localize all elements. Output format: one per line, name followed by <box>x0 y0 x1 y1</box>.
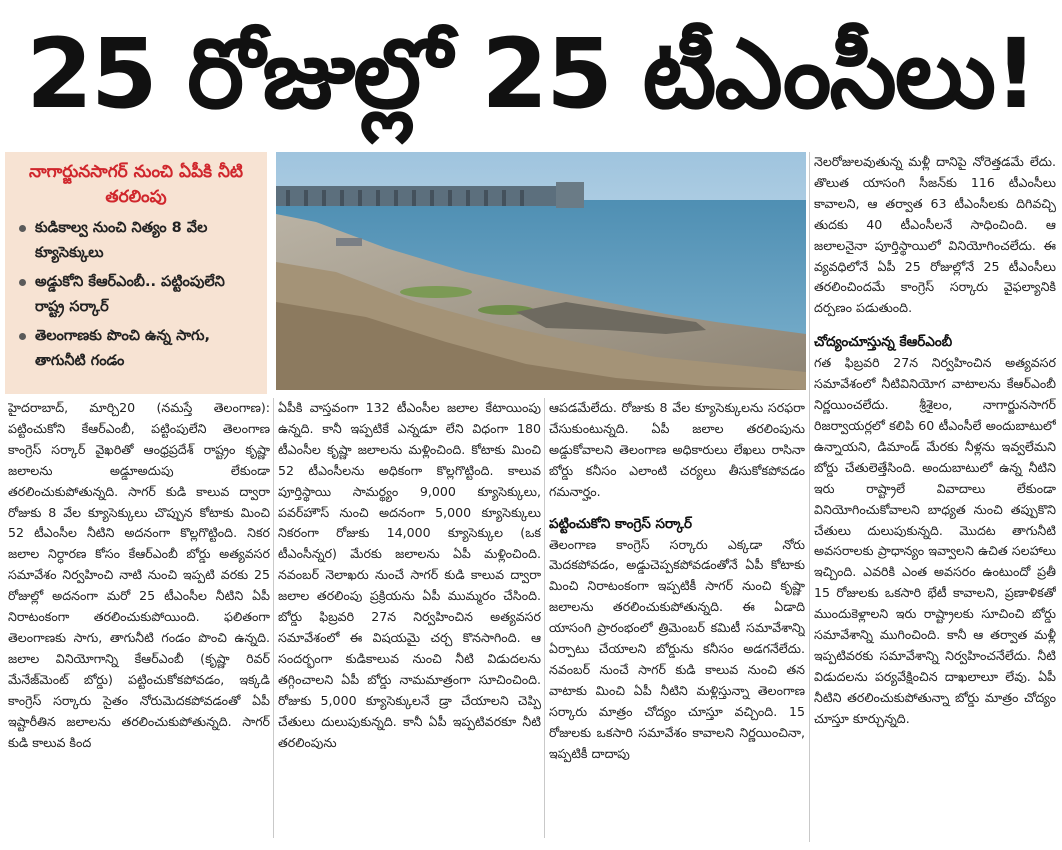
highlight-list <box>17 216 255 374</box>
bullet-icon <box>19 333 26 340</box>
article-column-4 <box>814 152 1056 842</box>
dam-reservoir-photo <box>276 152 806 390</box>
subheading: చోద్యంచూస్తున్న కేఆర్‌ఎంబీ <box>814 334 953 351</box>
article-column-1 <box>8 398 270 838</box>
highlight-item: అడ్డుకోని కేఆర్‌ఎంబీ.. పట్టింపులేని రాష్ట్ర సర్కార్ <box>17 270 255 320</box>
paragraph: తెలంగాణ కాంగ్రెస్ సర్కారు ఎక్కడా నోరు మెదకపోవడం, అడ్డుచెప్పకపోవడంతోనే ఏపీ కోటాకు మించి నిరాటంకంగా ఇప్పటికీ సాగర్ నుంచి కృష్ణా జలాలను తరలించుకుపోతున్నది. ఈ ఏడాది యాసంగి ప్రారంభంలో త్రిమెంబర్ కమిటీ సమావేశాన్ని ఏర్పాటు చేయాలని బోర్డును కనీసం అడగనేలేదు. నవంబర్ నుంచే సాగర్ కుడి కాలువ నుంచి తన వాటాకు మించి ఏపీ నీటిని మళ్లిస్తున్నా తెలంగాణ సర్కారు మాత్రం చోద్యం చూస్తూ వచ్చింది. 15 రోజులకు ఒకసారి సమావేశం కావాలని నిర్ణయించినా, ఇప్పటికీ దాదాపు <box>549 536 805 761</box>
paragraph: గత ఫిబ్రవరి 27న నిర్వహించిన అత్యవసర సమావేశంలో నీటివినియోగ వాటాలను కేఆర్‌ఎంబీ నిర్ణయించలేదు. శ్రీశైలం, నాగార్జునసాగర్ రిజర్వాయర్లలో కలిపి 60 టీఎంసీలే అందుబాటులో ఉన్నాయని, డిమాండ్ మేరకు నీళ్లను ఇవ్వలేమని బోర్డు చేతులెత్తేసింది. అందుబాటులో ఉన్న నీటిని ఇరు రాష్ట్రాలే వివాదాలు లేకుండా వినియోగించుకోవాలని బాధ్యత నుంచి తప్పుకొని చేతులు దులుపుకున్నది. మొదట తాగునీటి అవసరాలకు ప్రాధాన్యం ఇవ్వాలని ఉచిత సలహాలు ఇచ్చింది. ఎవరికి ఎంత అవసరం ఉంటుందో ప్రతీ 15 రోజులకు ఒకసారి భేటీ కావాలని, ప్రణాళికతో ముందుకెళ్లాలని ఇరు రాష్ట్రాలకు సూచించి బోర్డు సమావేశాన్ని ముగించింది. కానీ ఆ తర్వాత మళ్లీ ఇప్పటివరకు సమావేశాన్ని నిర్వహించనేలేదు. నీటి విడుదలను పర్యవేక్షించిన దాఖలాలూ లేవు. ఏపీ నీటిని తరలించుకుపోతున్నా బోర్డు మాత్రం చోద్యం చూస్తూ కూర్చున్నది. <box>814 355 1056 726</box>
article-column-3 <box>549 398 805 838</box>
highlight-title: నాగార్జునసాగర్ నుంచి ఏపీకి నీటి తరలింపు <box>28 162 244 207</box>
highlight-item: తెలంగాణకు పొంచి ఉన్న సాగు, తాగునీటి గండం <box>17 324 255 374</box>
headline: 25 రోజుల్లో 25 టీఎంసీలు! <box>26 18 1036 130</box>
article-column-2 <box>278 398 541 838</box>
column-divider <box>809 152 810 842</box>
bullet-icon <box>19 279 26 286</box>
paragraph: నెలరోజులవుతున్న మళ్లీ దానిపై నోరెత్తడమే లేదు. తొలుత యాసంగి సీజన్‌కు 116 టీఎంసీలు కావాలని, ఆ తర్వాత 63 టీఎంసీలకు దిగివచ్చి తుదకు 40 టీఎంసీలనే సాధించింది. ఆ జలాలనైనా పూర్తిస్థాయిలో వినియోగించలేదు. ఈ వ్యవధిలోనే ఏపీ 25 రోజుల్లోనే 25 టీఎంసీలు తరలించిందమే కాంగ్రెస్ సర్కారు వైఫల్యానికి దర్పణం పడుతుంది. <box>814 154 1056 316</box>
bullet-icon <box>19 225 26 232</box>
paragraph: ఏపీకి వాస్తవంగా 132 టీఎంసీల జలాల కేటాయింపు ఉన్నది. కానీ ఇప్పటికే ఎన్నడూ లేని విధంగా 180 టీఎంసీల కృష్ణా జలాలను మళ్లించింది. కోటాకు మించి 52 టీఎంసీలను అధికంగా కొల్లగొట్టింది. కాలువ పూర్తిస్థాయి సామర్థ్యం 9,000 క్యూసెక్కులు, పవర్‌హౌస్ నుంచి అదనంగా 5,000 క్యూసెక్కులు నికరంగా రోజుకు 14,000 క్యూసెక్కుల (ఒక టీఎంసీన్నర) మేరకు జలాలను ఏపీ మళ్లించింది. నవంబర్ నెలాఖరు నుంచే సాగర్ కుడి కాలువ ద్వారా జలాల తరలింపు ప్రక్రియను ఏపీ ముమ్మరం చేసింది. బోర్డు ఫిబ్రవరి 27న నిర్వహించిన అత్యవసర సమావేశంలో ఈ విషయమై చర్చ కొనసాగింది. ఆ సందర్భంగా కుడికాలువ నుంచి నీటి విడుదలను తగ్గించాలని ఏపీ బోర్డు నామమాత్రంగా సూచించింది. రోజుకు 5,000 క్యూసెక్కులనే డ్రా చేయాలని చెప్పి చేతులు దులుపుకున్నది. కానీ ఏపీ ఇప్పటివరకూ నీటి తరలింపును <box>278 400 541 750</box>
paragraph: ఆపడమేలేదు. రోజుకు 8 వేల క్యూసెక్కులను సరఫరా చేసుకుంటున్నది. ఏపీ జలాల తరలింపును అడ్డుకోవాలని తెలంగాణ అధికారులు లేఖలు రాసినా బోర్డు కనీసం ఎలాంటి చర్యలు తీసుకోకపోవడం గమనార్హం. <box>549 400 805 499</box>
highlight-item: కుడికాల్వ నుంచి నిత్యం 8 వేల క్యూసెక్కులు <box>17 216 255 266</box>
column-divider <box>544 398 545 838</box>
highlight-box <box>5 152 267 394</box>
subheading: పట్టించుకోని కాంగ్రెస్ సర్కార్ <box>549 515 693 532</box>
paragraph: హైదరాబాద్, మార్చి20 (నమస్తే తెలంగాణ): పట్టించుకోని కేఆర్‌ఎంబీ, పట్టింపులేని తెలంగాణ కాంగ్రెస్ సర్కార్ వైఖరితో ఆంధ్రప్రదేశ్ రాష్ట్రం కృష్ణా జలాలను అడ్డూఅదుపు లేకుండా తరలించుకుపోతున్నది. సాగర్ కుడి కాలువ ద్వారా రోజుకు 8 వేల క్యూసెక్కులు చొప్పున కోటాకు మించి 52 టీఎంసీల నీటిని అదనంగా కొల్లగొట్టింది. నికర జలాల నిర్ధారణ కోసం కేఆర్‌ఎంబీ బోర్డు అత్యవసర సమావేశం నిర్వహించి నాటి నుంచి ఇప్పటి వరకు 25 రోజుల్లో అదనంగా మరో 25 టీఎంసీల నీటిని ఏపీ నిరాటంకంగా తరలించుకుపోయింది. ఫలితంగా తెలంగాణకు సాగు, తాగునీటి గండం పొంచి ఉన్నది. జలాల వినియోగాన్ని కేఆర్‌ఎంబీ (కృష్ణా రివర్ మేనేజ్‌మెంట్ బోర్డు) పట్టించుకోకపోవడం, ఇక్కడి కాంగ్రెస్ సర్కారు సైతం నోరుమెదకపోవడంతో ఏపీ ఇష్టారీతిన జలాలను తరలించుకుపోతున్నది. సాగర్ కుడి కాలువ కింద <box>8 400 270 750</box>
column-divider <box>273 398 274 838</box>
